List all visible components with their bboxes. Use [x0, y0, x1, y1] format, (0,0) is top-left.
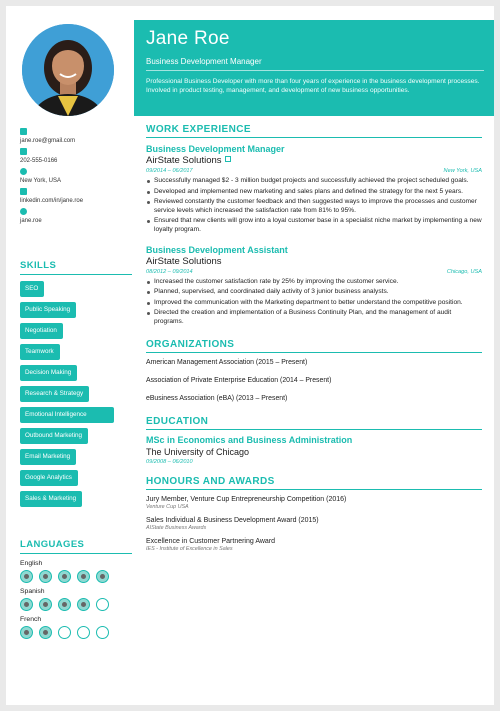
level-dot-filled: [58, 598, 71, 611]
profile-summary: Professional Business Developer with more than four years of experience in the business development processes. Involved in product testing, management, and development of new business opportunities.: [146, 78, 480, 94]
contact-phone: [20, 148, 132, 165]
level-dot-filled: [58, 570, 71, 583]
sidebar: [6, 6, 134, 705]
language-level: [20, 598, 132, 611]
award-org: IES - Institute of Excellence in Sales: [146, 545, 233, 552]
phone-text[interactable]: 202-555-0166: [20, 158, 58, 164]
skill-tag: Public Speaking: [20, 302, 76, 318]
job-entry: [146, 143, 482, 235]
resume-page: [6, 6, 494, 705]
skills-section: [20, 260, 132, 512]
skill-tag: Decision Making: [20, 365, 77, 381]
external-link-icon[interactable]: [225, 156, 231, 162]
contact-linkedin: [20, 188, 132, 205]
job-entry: [146, 244, 482, 327]
level-dot-filled: [20, 598, 33, 611]
job-bullets: [146, 177, 482, 235]
header-banner: [134, 20, 494, 116]
job-title: Business Development Assistant: [146, 244, 288, 255]
level-dot-empty: [77, 626, 90, 639]
job-meta: [146, 168, 482, 174]
job-location: Chicago, USA: [446, 268, 482, 275]
skill-tag: Teamwork: [20, 344, 60, 360]
award-title: Excellence in Customer Partnering Award: [146, 537, 276, 545]
contact-email: [20, 128, 132, 145]
organization-item: eBusiness Association (eBA) (2013 – Present): [146, 394, 288, 402]
skill-tag: Negotiation: [20, 323, 63, 339]
organization-item: American Management Association (2015 – Present): [146, 358, 308, 366]
list-item: Ensured that new clients will grow into a loyal customer base in a specialist niche market by implementing a new loyalty program.: [146, 217, 482, 234]
language-name: Spanish: [20, 588, 45, 595]
skills-heading: SKILLS: [20, 260, 132, 275]
job-dates: 08/2012 – 09/2014: [146, 268, 193, 275]
skill-tag: Emotional Intelligence: [20, 407, 114, 423]
language-name: French: [20, 616, 42, 623]
organizations-heading: ORGANIZATIONS: [146, 339, 482, 353]
location-text: New York, USA: [20, 178, 62, 184]
languages-heading: LANGUAGES: [20, 539, 132, 554]
languages-section: [20, 539, 132, 644]
skype-icon: [20, 208, 27, 215]
header-divider: [146, 70, 484, 71]
company-text[interactable]: AirState Solutions: [146, 155, 222, 166]
language-name: English: [20, 560, 43, 567]
level-dot-filled: [20, 570, 33, 583]
skill-tag: Sales & Marketing: [20, 491, 82, 507]
list-item: Developed and implemented new marketing and sales plans and defined the strategy for the next 5 years.: [146, 188, 482, 197]
award-org: Venture Cup USA: [146, 503, 189, 510]
job-meta: [146, 269, 482, 275]
language-level: [20, 626, 132, 639]
list-item: Directed the creation and implementation of a Business Continuity Plan, and the management of audit programs.: [146, 309, 482, 326]
email-icon: [20, 128, 27, 135]
job-bullets: [146, 278, 482, 327]
level-dot-empty: [96, 598, 109, 611]
award-title: Sales Individual & Business Development Award (2015): [146, 516, 319, 524]
list-item: Reviewed constantly the customer feedback and then suggested ways to improve the processes and customer service levels which increased the satisfaction rate from 81% to 95%.: [146, 198, 482, 215]
skill-tag: SEO: [20, 281, 44, 297]
company-name: AirState Solutions: [146, 255, 222, 267]
skill-tag: Research & Strategy: [20, 386, 89, 402]
job-location: New York, USA: [443, 168, 482, 174]
phone-icon: [20, 148, 27, 155]
location-icon: [20, 168, 27, 175]
level-dot-filled: [77, 598, 90, 611]
level-dot-filled: [77, 570, 90, 583]
degree-title: MSc in Economics and Business Administration: [146, 434, 353, 445]
company-name: [146, 155, 482, 167]
level-dot-empty: [58, 626, 71, 639]
list-item: Improved the communication with the Marketing department to better understand the competitive position.: [146, 299, 482, 308]
level-dot-filled: [20, 626, 33, 639]
list-item: Increased the customer satisfaction rate by 25% by improving the customer service.: [146, 278, 482, 287]
linkedin-text[interactable]: linkedin.com/in/jane.roe: [20, 198, 84, 204]
level-dot-filled: [39, 598, 52, 611]
awards-heading: HONOURS AND AWARDS: [146, 476, 482, 490]
job-dates: 09/2014 – 06/2017: [146, 168, 193, 174]
linkedin-icon: [20, 188, 27, 195]
main-content: [146, 124, 482, 558]
language-list: [20, 560, 132, 639]
award-org: AIState Business Awards: [146, 524, 207, 531]
skill-tag: Google Analytics: [20, 470, 78, 486]
education-dates: 09/2008 – 06/2010: [146, 458, 193, 465]
job-title: Business Development Manager: [146, 144, 285, 154]
organization-item: Association of Private Enterprise Education (2014 – Present): [146, 376, 332, 384]
job-headline: Business Development Manager: [146, 57, 262, 66]
skill-tag: Outbound Marketing: [20, 428, 88, 444]
list-item: Planned, supervised, and coordinated daily activity of 3 junior business analysts.: [146, 288, 482, 297]
level-dot-filled: [39, 570, 52, 583]
language-level: [20, 570, 132, 583]
work-heading: WORK EXPERIENCE: [146, 124, 482, 138]
profile-photo: [22, 24, 114, 116]
contact-list: [20, 128, 132, 228]
skype-text[interactable]: jane.roe: [20, 218, 42, 224]
skill-tag: Email Marketing: [20, 449, 76, 465]
contact-skype: [20, 208, 132, 225]
level-dot-filled: [96, 570, 109, 583]
education-heading: EDUCATION: [146, 416, 482, 430]
award-title: Jury Member, Venture Cup Entrepreneurship Competition (2016): [146, 495, 347, 503]
person-name: Jane Roe: [146, 28, 230, 49]
level-dot-empty: [96, 626, 109, 639]
email-text[interactable]: jane.roe@gmail.com: [20, 138, 76, 144]
contact-location: [20, 168, 132, 185]
list-item: Successfully managed $2 - 3 million budget projects and successfully achieved the project scheduled goals.: [146, 177, 482, 186]
school-name: The University of Chicago: [146, 446, 250, 457]
education-meta: [146, 459, 482, 465]
level-dot-filled: [39, 626, 52, 639]
